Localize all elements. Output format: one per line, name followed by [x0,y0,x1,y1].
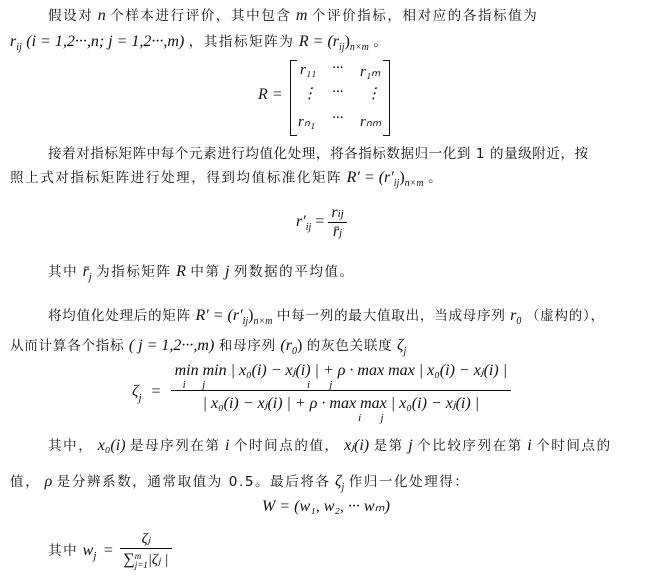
dimension: n×m [349,42,369,53]
left-bracket [290,60,297,136]
var-i: i [225,437,230,454]
var-j: j [408,437,413,454]
den-var: r̄ [332,223,340,240]
text: 其中 [48,542,79,559]
matrix-label: R = [258,86,283,103]
index-range: (i = 1,2···,n; j = 1,2···,m) [26,33,185,50]
fraction [328,204,346,241]
var-m: m [295,7,308,24]
para5-line1 [48,436,612,456]
text: 中第 [190,264,221,280]
matrix-cell: ··· [332,84,344,100]
matrix-R [290,60,390,134]
text: 是母序列在第 [129,438,221,454]
paren: ) [296,337,303,354]
para5-line2 [10,472,470,494]
lhs: ζ [132,382,139,400]
text: 是第 [373,438,404,454]
equation-weight-normalization [48,530,172,571]
numerator-text: min min | x₀(i) − xⱼ(i) | + ρ · max max | x₀(i) − xⱼ(i) | [174,362,508,379]
text: 是分辨系数，通常取值为 0.5。最后将各 [56,474,331,490]
var-w: w [82,541,94,559]
text: 的灰色关联度 [306,338,393,354]
var-R: R [176,263,186,280]
text: 为指标矩阵 [96,264,172,280]
subscript: ij [305,222,312,234]
subscript: j [403,346,407,357]
matrix-lhs [258,86,283,104]
lhs: r′ [296,213,306,231]
text: 从而计算各个指标 [10,338,125,354]
subscript: ij [393,178,400,189]
text: 假设对 [48,8,94,24]
text: 照上式对指标矩阵进行处理，得到均值标准化矩阵 [10,170,343,186]
text: 接着对指标矩阵中每个元素进行均值化处理，将各指标数据归一化到 1 的量级附近，按 [48,146,589,162]
var-n: n [97,7,106,24]
matrix-cell: rₙ₁ [298,114,316,130]
denominator-indices: i j [358,412,384,424]
paren: ) [399,169,405,186]
matrix-cell: r₁₁ [300,62,317,78]
subscript: j [341,482,345,493]
text: （虚构的）， [525,308,605,324]
subscript: j [339,227,343,239]
var-zeta: ζ [335,473,342,490]
para3 [48,262,355,284]
text: 其中， [48,438,94,454]
text: 个样本进行评价，其中包含 [110,8,292,24]
denominator-text: | x₀(i) − xⱼ(i) | + ρ · max max | x₀(i) − xⱼ(i) | [202,395,480,412]
text: 和母序列 [218,338,276,354]
text: 个时间点的 [536,438,612,454]
num-var: r [331,204,338,221]
subscript: ij [16,42,22,53]
numerator [328,204,346,223]
sum-term: |ζⱼ | [147,552,169,568]
denominator [120,549,171,571]
var-r: r [10,33,17,50]
text: 其中 [48,264,79,280]
matrix-cell: ⋮ [302,86,317,102]
para4-line2 [10,336,406,358]
text: ，其指标矩阵为 [188,34,295,50]
subscript: j [138,391,142,404]
var-rho: ρ [44,473,53,490]
weight-vector: W = (w₁, w₂, ··· wₘ) [262,498,390,515]
numerator: ζⱼ [120,530,171,549]
matrix-cell: ··· [332,60,344,76]
index-range: ( j = 1,2···,m) [128,337,215,354]
period: 。 [428,170,444,186]
subscript: ij [242,316,249,327]
text: 值， [10,474,41,490]
numerator-indices: i j i j [182,379,333,391]
sum-symbol: ∑ [123,551,135,568]
subscript: j [88,272,92,283]
sum-upper: m [134,550,142,561]
matrix-cell: rₙₘ [360,114,382,130]
var-r0: r [510,307,517,324]
right-bracket [383,60,390,136]
subscript: 0 [516,316,522,327]
matrix-Rprime: R′ = (r′ [195,307,243,324]
para1-line2 [10,32,388,54]
text: 个比较序列在第 [417,438,523,454]
var-x0: x₀(i) [97,437,126,454]
para4-line1 [48,306,605,328]
text: 作归一化处理得： [348,474,470,490]
fraction [120,530,171,571]
text: 个时间点的值， [233,438,340,454]
var-r0: (r [280,337,292,354]
para1-line1 [48,6,538,26]
sum-limits [135,552,148,570]
var-i: i [527,437,532,454]
equation-weight-vector [262,496,390,516]
text: 列数据的平均值。 [233,264,355,280]
dimension: n×m [404,178,424,189]
matrix-Rprime: R′ = (r′ [346,169,394,186]
text: 将均值化处理后的矩阵 [48,308,191,324]
para2-line2 [10,168,443,190]
var-j: j [224,263,230,280]
paren: ) [248,307,254,324]
var-zeta: ζ [397,337,404,354]
text: 中每一列的最大值取出，当成母序列 [276,308,506,324]
text: 个评价指标，相对应的各指标值为 [311,8,539,24]
matrix-cell: ··· [332,110,344,126]
denominator [328,223,346,241]
subscript: ij [339,42,345,53]
equation-grey-relational [132,360,511,423]
subscript: j [93,549,97,562]
equation-mean-normalization [296,204,347,241]
sum-lower: j=1 [134,559,148,570]
matrix-cell: ⋮ [366,86,381,102]
denominator [171,391,512,423]
numerator [171,360,512,391]
subscript: ij [337,208,344,220]
equals: = [315,213,325,231]
matrix-def: R = (r [298,33,340,50]
period: 。 [373,34,389,50]
subscript: 0 [291,346,297,357]
var-xj: xⱼ(i) [344,437,370,454]
paren: ) [344,33,350,50]
var-rbar: r̄ [82,263,89,280]
fraction [171,360,512,423]
para2-line1 [48,144,589,164]
matrix-cell: r₁ₘ [360,64,381,80]
equals: = [103,541,113,559]
equals: = [151,382,161,400]
dimension: n×m [253,316,273,327]
